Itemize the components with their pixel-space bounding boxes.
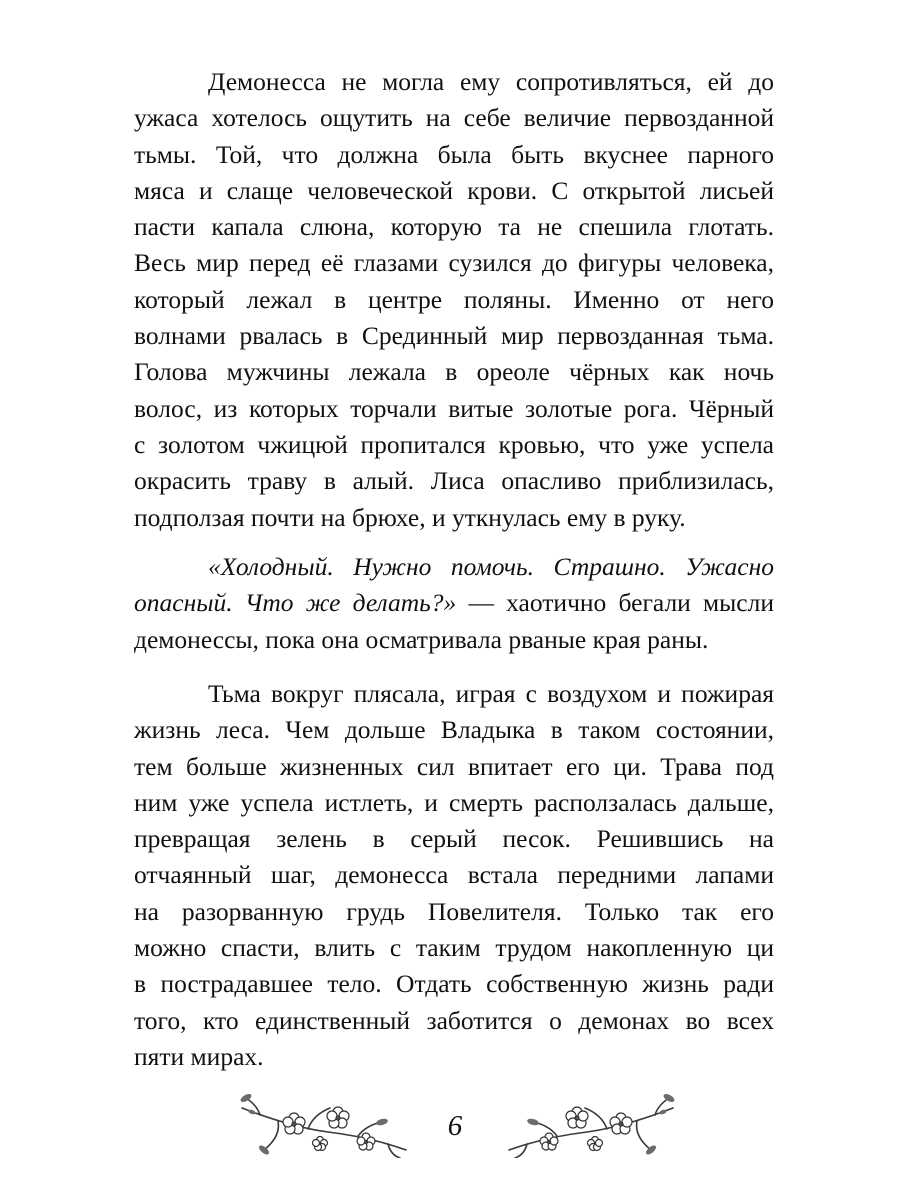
text-line: окрасить траву в алый. Лиса опасливо приблизилась, xyxy=(134,466,774,496)
italic-fragment: опасный. Что же делать?» xyxy=(134,588,457,618)
text-line: отчаянный шаг, демонесса встала передними лапами xyxy=(134,860,774,890)
text-line: тьмы. Той, что должна была быть вкуснее парного xyxy=(134,139,774,169)
text-line: Весь мир перед её глазами сузился до фигуры человека, xyxy=(134,248,774,278)
text-line: превращая зелень в серый песок. Решившись на xyxy=(134,824,774,854)
paragraph-2 xyxy=(134,549,774,658)
paragraph-3 xyxy=(134,676,774,1075)
text-line: подползая почти на брюхе, и уткнулась ему в руку. xyxy=(134,502,686,532)
text-line: жизнь леса. Чем дольше Владыка в таком состоянии, xyxy=(134,715,774,745)
blossom-branch-icon xyxy=(238,1088,410,1158)
text-line: того, кто единственный заботится о демонах во всех xyxy=(134,1005,774,1035)
text-line: Демонесса не могла ему сопротивляться, ей до xyxy=(208,67,774,96)
text-line: с золотом чжицюй пропитался кровью, что уже успела xyxy=(134,429,774,459)
text-line: ним уже успела истлеть, и смерть расползалась дальше, xyxy=(134,787,774,817)
blossom-branch-icon xyxy=(505,1088,677,1158)
text-line: на разорванную грудь Повелителя. Только так его xyxy=(134,896,774,926)
text-line: можно спасти, влить с таким трудом накопленную ци xyxy=(134,933,774,963)
page-footer xyxy=(0,1080,900,1170)
text-line: волос, из которых торчали витые золотые рога. Чёрный xyxy=(134,393,774,423)
text-line: мяса и слаще человеческой крови. С открытой лисьей xyxy=(134,175,774,205)
text-line: пасти капала слюна, которую та не спешила глотать. xyxy=(134,212,774,242)
text-line: демонессы, пока она осматривала рваные края раны. xyxy=(134,624,709,654)
page-number: 6 xyxy=(447,1110,463,1142)
text-line: «Холодный. Нужно помочь. Страшно. Ужасно xyxy=(208,552,774,581)
text-line: пяти мирах. xyxy=(134,1041,264,1071)
text-fragment: — хаотично бегали мысли xyxy=(456,588,774,618)
text-line: в пострадавшее тело. Отдать собственную жизнь ради xyxy=(134,969,774,999)
text-line: ужаса хотелось ощутить на себе величие первозданной xyxy=(134,103,774,133)
text-line: волнами рвалась в Срединный мир первозданная тьма. xyxy=(134,321,774,351)
text-line xyxy=(134,585,774,621)
paragraph-1 xyxy=(134,64,774,536)
text-line: Голова мужчины лежала в ореоле чёрных как ночь xyxy=(134,357,774,387)
text-line: Тьма вокруг плясала, играя с воздухом и пожирая xyxy=(208,679,774,708)
text-line: тем больше жизненных сил впитает его ци. Трава под xyxy=(134,751,774,781)
text-line: который лежал в центре поляны. Именно от него xyxy=(134,284,774,314)
